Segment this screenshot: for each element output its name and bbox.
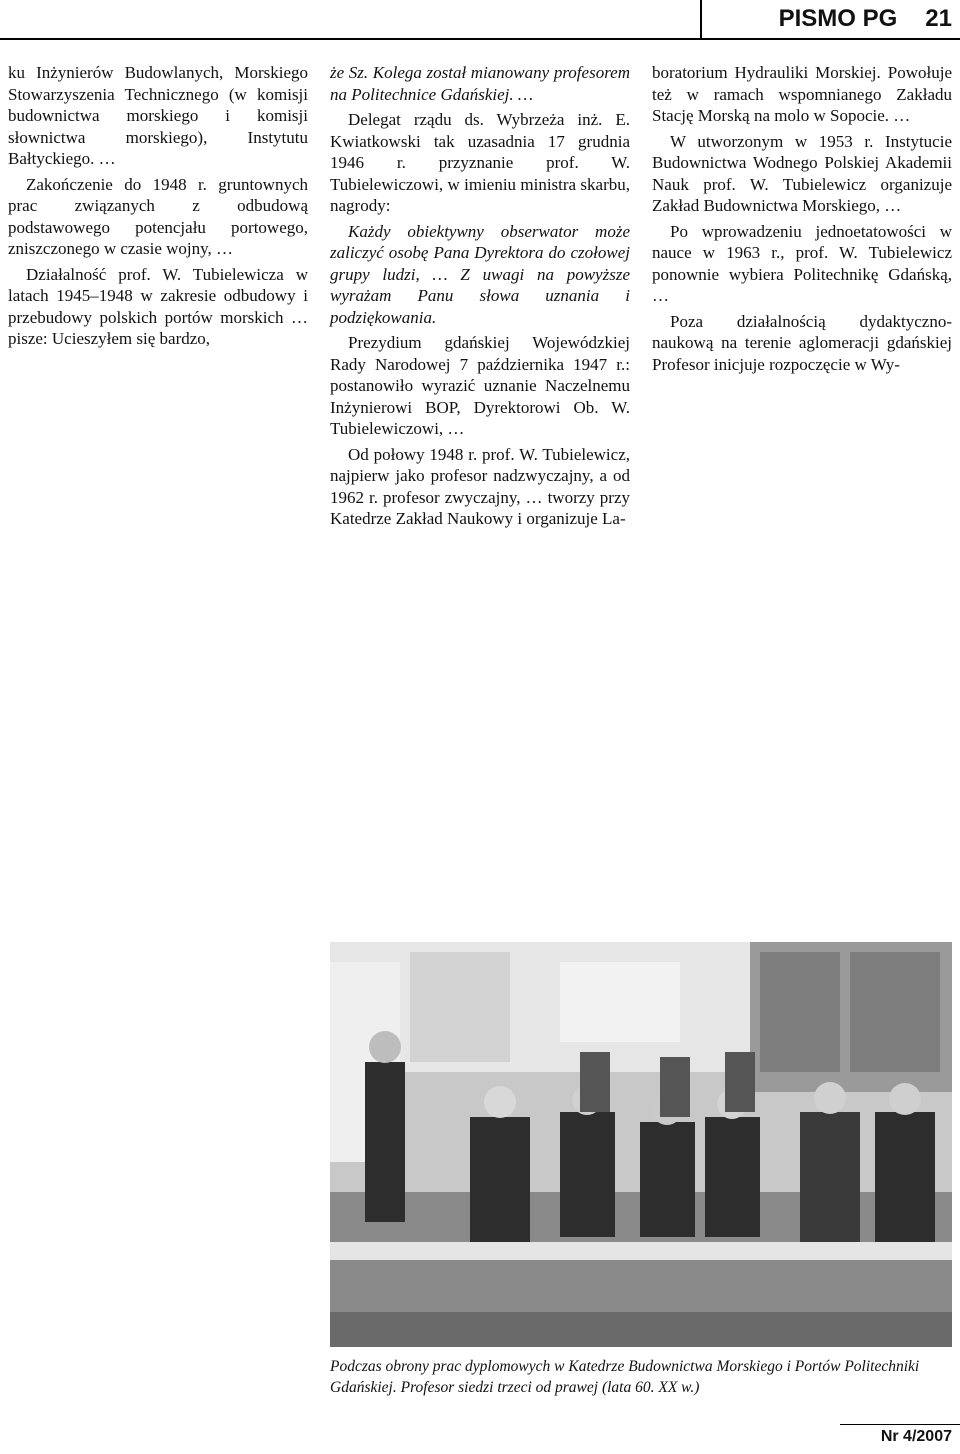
footer-rule	[840, 1424, 960, 1425]
page-number: 21	[925, 5, 952, 32]
col2-paragraph-2: Delegat rządu ds. Wybrzeża inż. E. Kwiatkowski tak uzasadnia 17 grudnia 1946 r. przyznanie prof. W. Tubielewiczowi, w imieniu ministra skarbu, nagrody:	[330, 110, 630, 215]
issue-number: Nr 4/2007	[880, 1428, 952, 1445]
column-1	[8, 62, 308, 354]
col1-paragraph-1: ku Inżynierów Budowlanych, Morskiego Stowarzyszenia Technicznego (w komisji budownictwa morskiego i komisji słownictwa morskiego), Instytutu Bałtyckiego. …	[8, 63, 308, 168]
col2-quote: Każdy obiektywny obserwator może zaliczyć osobę Pana Dyrektora do czołowej grupy ludzi, … Z uwagi na powyższe wyrażam Panu słowa uznania i podziękowania.	[330, 221, 630, 327]
col3-paragraph-1: boratorium Hydrauliki Morskiej. Powołuje też w ramach wspomnianego Zakładu Stację Morską na molo w Sopocie. …	[652, 63, 952, 125]
header-rule	[0, 38, 960, 40]
col3-paragraph-3: Po wprowadzeniu jednoetatowości w nauce w 1963 r., prof. W. Tubielewicz ponownie wybiera Politechnikę Gdańską, …	[652, 221, 952, 305]
col2-paragraph-5: Od połowy 1948 r. prof. W. Tubielewicz, najpierw jako profesor nadzwyczajny, a od 1962 r. profesor zwyczajny, … tworzy przy Katedrze Zakład Naukowy i organizuje La-	[330, 444, 630, 528]
column-2	[330, 62, 630, 534]
col2-paragraph-4: Prezydium gdańskiej Wojewódzkiej Rady Narodowej 7 października 1947 r.: postanowiło wyrazić uznanie Naczelnemu Inżynierowi BOP, Dyrektorowi Ob. W. Tubielewiczowi, …	[330, 333, 630, 438]
page-header	[700, 0, 960, 38]
photo-illustration	[330, 942, 952, 1347]
column-3	[652, 62, 952, 379]
col3-paragraph-2: W utworzonym w 1953 r. Instytucie Budownictwa Wodnego Polskiej Akademii Nauk prof. W. Tubielewicz organizuje Zakład Budownictwa Morskiego, …	[652, 131, 952, 215]
photo-caption: Podczas obrony prac dyplomowych w Katedrze Budownictwa Morskiego i Portów Politechniki Gdańskiej. Profesor siedzi trzeci od prawej (lata 60. XX w.)	[330, 1358, 920, 1396]
lecture-hall-photo	[330, 942, 952, 1347]
journal-title: PISMO PG	[778, 5, 898, 32]
col1-paragraph-3: Działalność prof. W. Tubielewicza w latach 1945–1948 w zakresie odbudowy i przebudowy polskich portów morskich … pisze: Ucieszyłem się bardzo,	[8, 264, 308, 348]
col1-paragraph-2: Zakończenie do 1948 r. gruntownych prac związanych z odbudową podstawowego potencjału portowego, zniszczonego w czasie wojny, …	[8, 174, 308, 258]
col2-paragraph-1: że Sz. Kolega został mianowany profesorem na Politechnice Gdańskiej. …	[330, 63, 630, 104]
col3-paragraph-4: Poza działalnością dydaktyczno-naukową na terenie aglomeracji gdańskiej Profesor inicjuje rozpoczęcie w Wy-	[652, 311, 952, 374]
